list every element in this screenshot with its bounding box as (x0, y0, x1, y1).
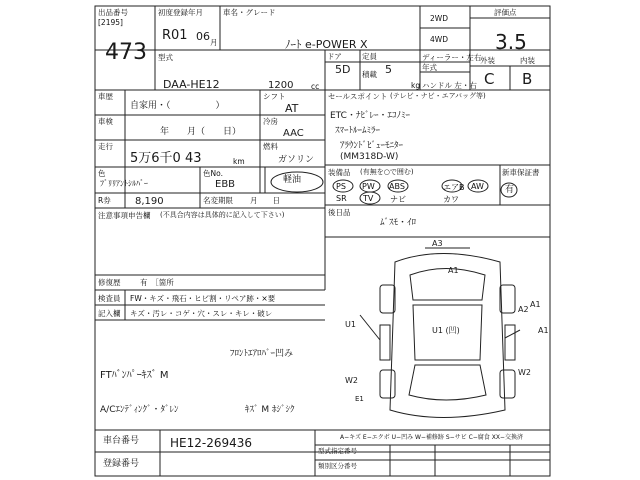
ac-label: 冷房 (263, 117, 278, 126)
damage-mark: U1 (345, 320, 356, 329)
color-value: ﾌﾞﾘﾘｱﾝﾄｼﾙﾊﾞｰ (100, 179, 148, 188)
load-label: 積載 (362, 70, 377, 79)
damage-mark: W2 (345, 376, 358, 385)
chassis-label: 車台番号 (103, 436, 140, 446)
damage-mark: W2 (518, 368, 531, 377)
transfer-value: 月 日 (250, 196, 280, 205)
sales-line-2: ｽﾏｰﾄﾙｰﾑﾐﾗｰ (335, 126, 381, 136)
damage-mark: U1 (凹) (432, 326, 460, 335)
type-value: DAA-HE12 (163, 78, 220, 91)
repair-value: 有 ［箇所 (140, 278, 174, 287)
first-reg-month: 06 (196, 30, 210, 43)
equip-sr: SR (336, 194, 347, 203)
recycle-label: R券 (98, 196, 111, 205)
repair-label: 修復歴 (98, 278, 121, 287)
sales-line-3: ｱﾗｳﾝﾄﾞﾋﾞｭｰﾓﾆﾀｰ (340, 141, 404, 151)
color-code-label: 色No. (203, 169, 223, 178)
interior-value: B (522, 70, 533, 88)
handle-label: ハンドル 左・右 (422, 81, 477, 90)
score-label: 評価点 (494, 8, 517, 17)
damage-mark: A1 (538, 326, 549, 335)
cc-value: 1200 (268, 80, 294, 91)
damage-mark: A1 (530, 300, 541, 309)
equip-airbag: エアB (443, 183, 465, 192)
drive-2wd: 2WD (430, 14, 448, 23)
notes-label: 注意事項申告欄 (98, 211, 151, 220)
note-3: A/Cｴﾝﾃﾞｨﾝｸﾞ・ﾀﾞﾚﾝ (100, 405, 179, 415)
damage-mark: E1 (355, 395, 364, 403)
model-label: 車名・グレード (223, 8, 276, 17)
first-reg-unit: 月 (210, 38, 218, 47)
damage-mark: A2 (518, 305, 529, 314)
cc-unit: cc (311, 82, 320, 91)
score-value: 3.5 (495, 30, 527, 54)
door-label: ドア (327, 52, 342, 61)
year-label: 年式 (422, 63, 437, 72)
equip-ps: PS (336, 182, 346, 191)
mileage-label: 走行 (98, 142, 113, 151)
code-label-1: 型式指定番号 (318, 447, 357, 455)
mileage-value: 5万6千0 43 (130, 151, 202, 166)
sales-line-4: (MM318D-W) (340, 152, 399, 162)
equip-aw: AW (471, 182, 484, 191)
manual-label: 新車保証書 (502, 168, 540, 177)
damage-mark: A3 (432, 239, 443, 248)
note-1: ﾌﾛﾝﾄｴｱﾛﾊﾞｰ凹み (230, 349, 294, 359)
code-label-2: 類別区分番号 (318, 462, 357, 470)
capacity-label: 定員 (362, 52, 377, 61)
inspection-value: 年 月（ 日） (160, 127, 242, 137)
capacity-value: 5 (385, 63, 392, 76)
lot-number: 473 (105, 40, 147, 65)
fuel-option: 軽油 (283, 175, 302, 185)
shift-label: シフト (263, 92, 286, 101)
equip-tv: TV (363, 194, 374, 203)
chassis-value: HE12-269436 (170, 436, 253, 450)
model-value: ﾉｰﾄ e-POWER X (285, 38, 368, 51)
mileage-unit: km (233, 157, 245, 166)
first-reg-year: R01 (162, 28, 188, 43)
kg-unit: kg (411, 81, 421, 90)
equip-leather: カワ (443, 195, 459, 204)
damage-mark: A1 (448, 266, 459, 275)
dealer-label: ディーラー・左右 (422, 53, 482, 62)
legend: A−キズ E−エクボ U−凹み W−補修跡 S−サビ C−腐食 XX−交換済 (340, 434, 523, 441)
entry-items: キズ・汚レ・コゲ・穴・スレ・キレ・破レ (130, 309, 273, 318)
note-4: ｷｽﾞ M ﾎｼﾞｼｸ (245, 405, 295, 415)
color-code-value: EBB (215, 179, 236, 190)
sales-title: セールスポイント (328, 92, 388, 101)
ac-value: AAC (283, 128, 304, 139)
equip-sub: (有無を○で囲む) (360, 168, 414, 176)
usage-value: 自家用・（ ） (130, 101, 225, 111)
sales-title-sub: (テレビ・ナビ・エアバッグ等) (390, 92, 486, 100)
equip-navi: ナビ (390, 195, 406, 204)
sales-line-1: ETC・ﾅﾋﾞﾚｰ・ｴｺﾉﾐｰ (330, 111, 410, 121)
equip-abs: ABS (389, 182, 405, 191)
inspect-items: FW・キズ・飛石・ヒビ割・リペア跡・×要 (130, 294, 276, 303)
inspect-label: 検査員 (98, 294, 121, 303)
usage-label: 車歴 (98, 92, 113, 101)
transfer-label: 名変期限 (203, 196, 233, 205)
door-value: 5D (335, 63, 351, 76)
inspection-label: 車検 (98, 117, 113, 126)
fuel-value: ガソリン (278, 155, 315, 165)
color-label: 色 (98, 169, 106, 178)
note-2: FTﾊﾞﾝﾊﾟｰｷｽﾞ M (100, 370, 169, 381)
entry-label: 記入欄 (98, 309, 121, 318)
equip-pw: PW (362, 182, 375, 191)
first-reg-label: 初度登録年月 (158, 8, 203, 17)
recycle-value: 8,190 (135, 196, 164, 207)
rear-value: ﾑﾞｽﾓ・ｲﾛ (380, 218, 417, 228)
equip-label: 装備品 (328, 168, 351, 177)
exterior-label: 外装 (480, 56, 495, 65)
lot-code: [2195] (98, 18, 123, 27)
type-label: 型式 (158, 53, 173, 62)
exterior-value: C (484, 70, 495, 88)
shift-value: AT (285, 102, 299, 115)
manual-value: 有 (505, 185, 515, 195)
rear-label: 後日品 (328, 208, 351, 217)
reg-label: 登録番号 (103, 459, 140, 469)
notes-sub: (不具合内容は具体的に記入して下さい) (160, 211, 285, 219)
lot-label: 出品番号 (98, 8, 128, 17)
drive-4wd: 4WD (430, 35, 448, 44)
fuel-label: 燃料 (263, 142, 278, 151)
interior-label: 内装 (520, 56, 535, 65)
